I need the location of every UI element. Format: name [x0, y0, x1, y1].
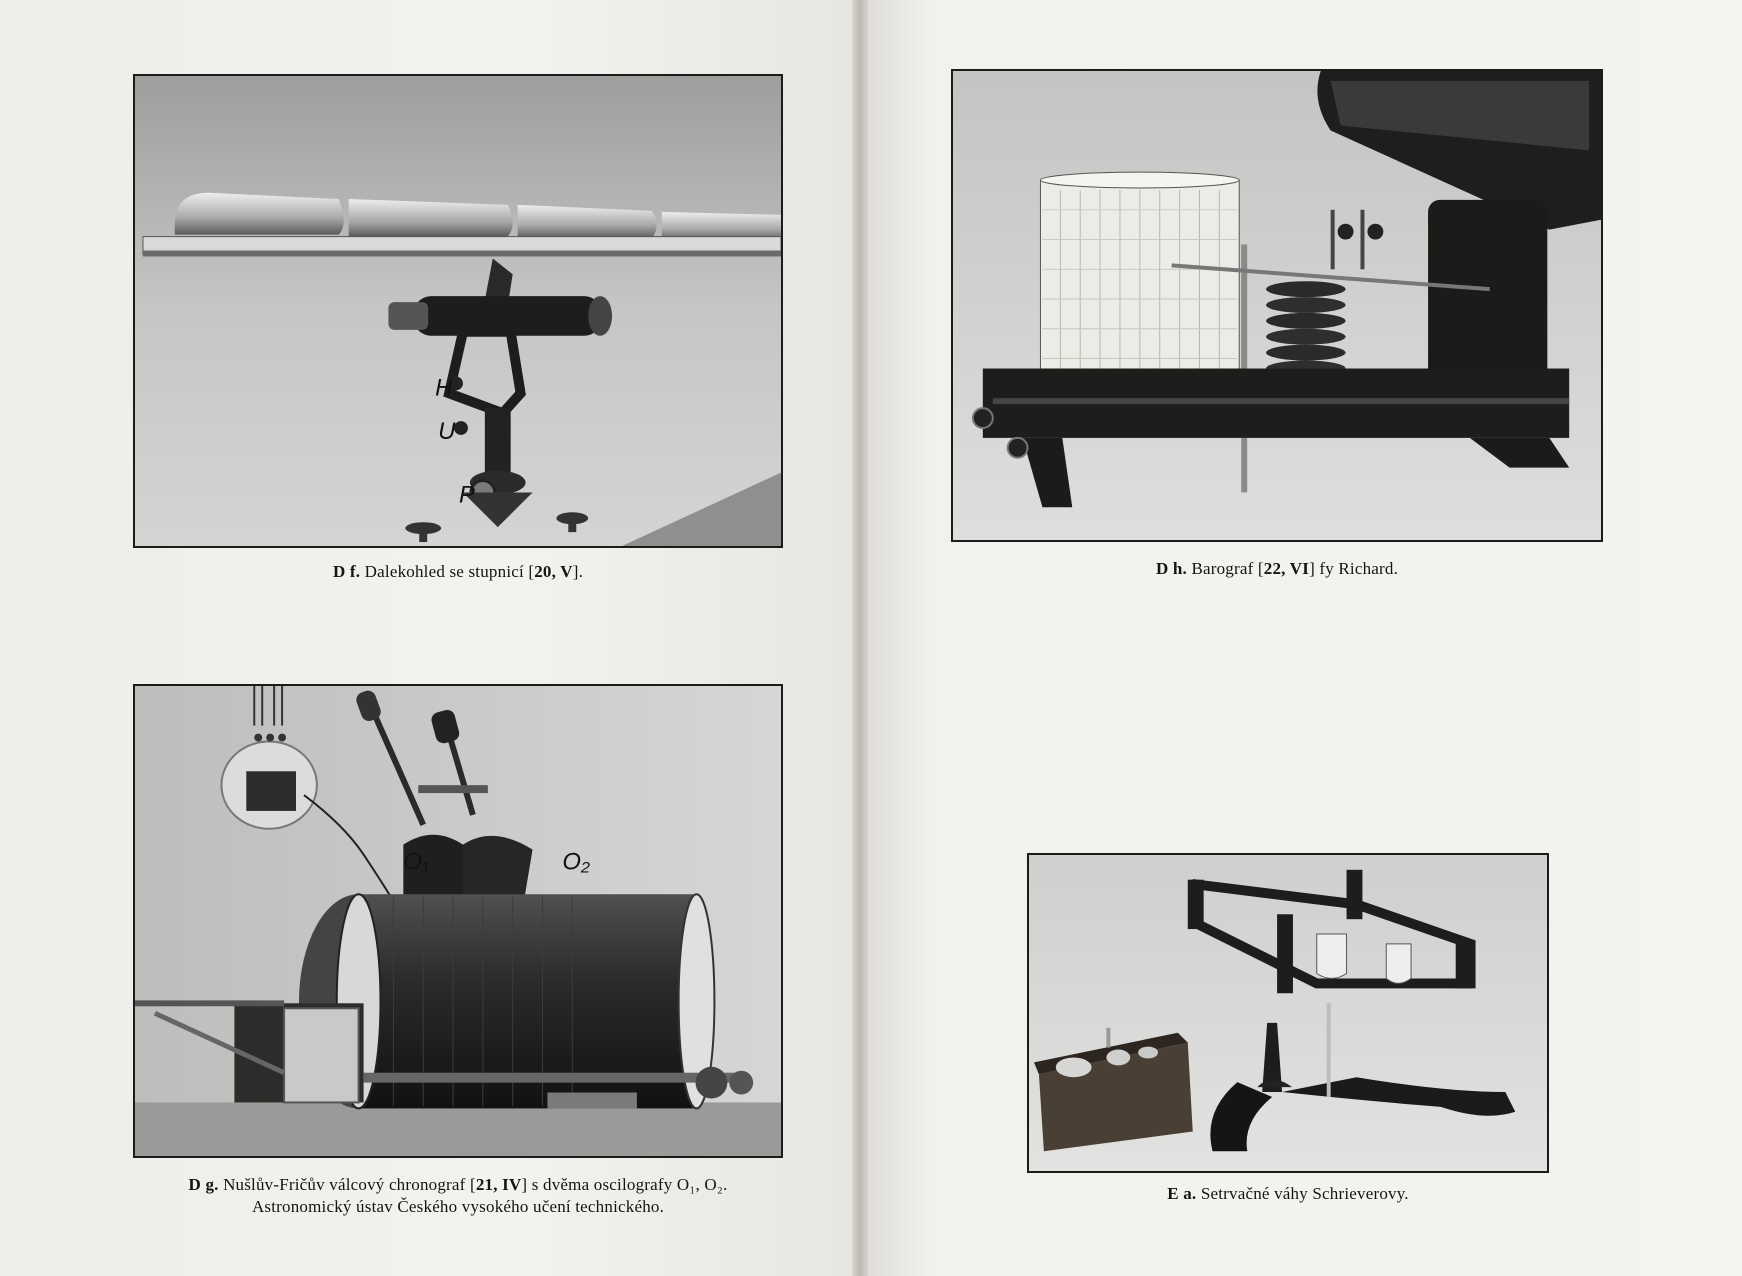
photo-barograph — [951, 69, 1603, 542]
caption-dh-tail: ] fy Richard. — [1309, 559, 1399, 578]
caption-dh-text: Barograf [ — [1191, 559, 1264, 578]
chart-drum — [1040, 172, 1239, 383]
photo-telescope-with-scale — [133, 74, 783, 548]
label-p: P — [458, 481, 475, 509]
caption-ea — [1027, 1183, 1549, 1205]
caption-dg-ref: 21, IV — [475, 1175, 522, 1194]
caption-dh-ref: 22, VI — [1263, 559, 1310, 578]
caption-dg-tail: ] s dvěma oscilografy O₁, O₂. — [521, 1175, 728, 1194]
photo-inertia-balance — [1027, 853, 1549, 1173]
photo-cylinder-chronograph — [133, 684, 783, 1158]
caption-dg-line2: Astronomický ústav Českého vysokého učení technického. — [251, 1197, 665, 1216]
caption-df — [133, 561, 783, 583]
caption-dg — [120, 1174, 796, 1218]
book-gutter — [852, 0, 868, 1276]
caption-ea-text: Setrvačné váhy Schrieverovy. — [1200, 1184, 1409, 1203]
caption-dh — [951, 558, 1603, 580]
label-o1: O₁ — [403, 848, 430, 876]
barograph-illustration — [953, 71, 1601, 540]
caption-df-id: D f. — [332, 562, 361, 581]
caption-dh-id: D h. — [1155, 559, 1187, 578]
chronograph-illustration — [135, 686, 781, 1156]
telescope-illustration — [135, 76, 781, 546]
caption-ea-id: E a. — [1167, 1184, 1197, 1203]
label-u: U — [438, 417, 456, 445]
balance-illustration — [1029, 855, 1547, 1171]
caption-dg-text: Nušlův-Fričův válcový chronograf [ — [223, 1175, 476, 1194]
caption-dg-id: D g. — [188, 1175, 219, 1194]
caption-dg-line1 — [120, 1174, 796, 1196]
caption-df-ref: 20, V — [534, 562, 573, 581]
caption-df-tail: ]. — [572, 562, 584, 581]
caption-df-text: Dalekohled se stupnicí [ — [364, 562, 535, 581]
label-h: H — [435, 374, 453, 402]
label-o2: O₂ — [562, 848, 590, 876]
